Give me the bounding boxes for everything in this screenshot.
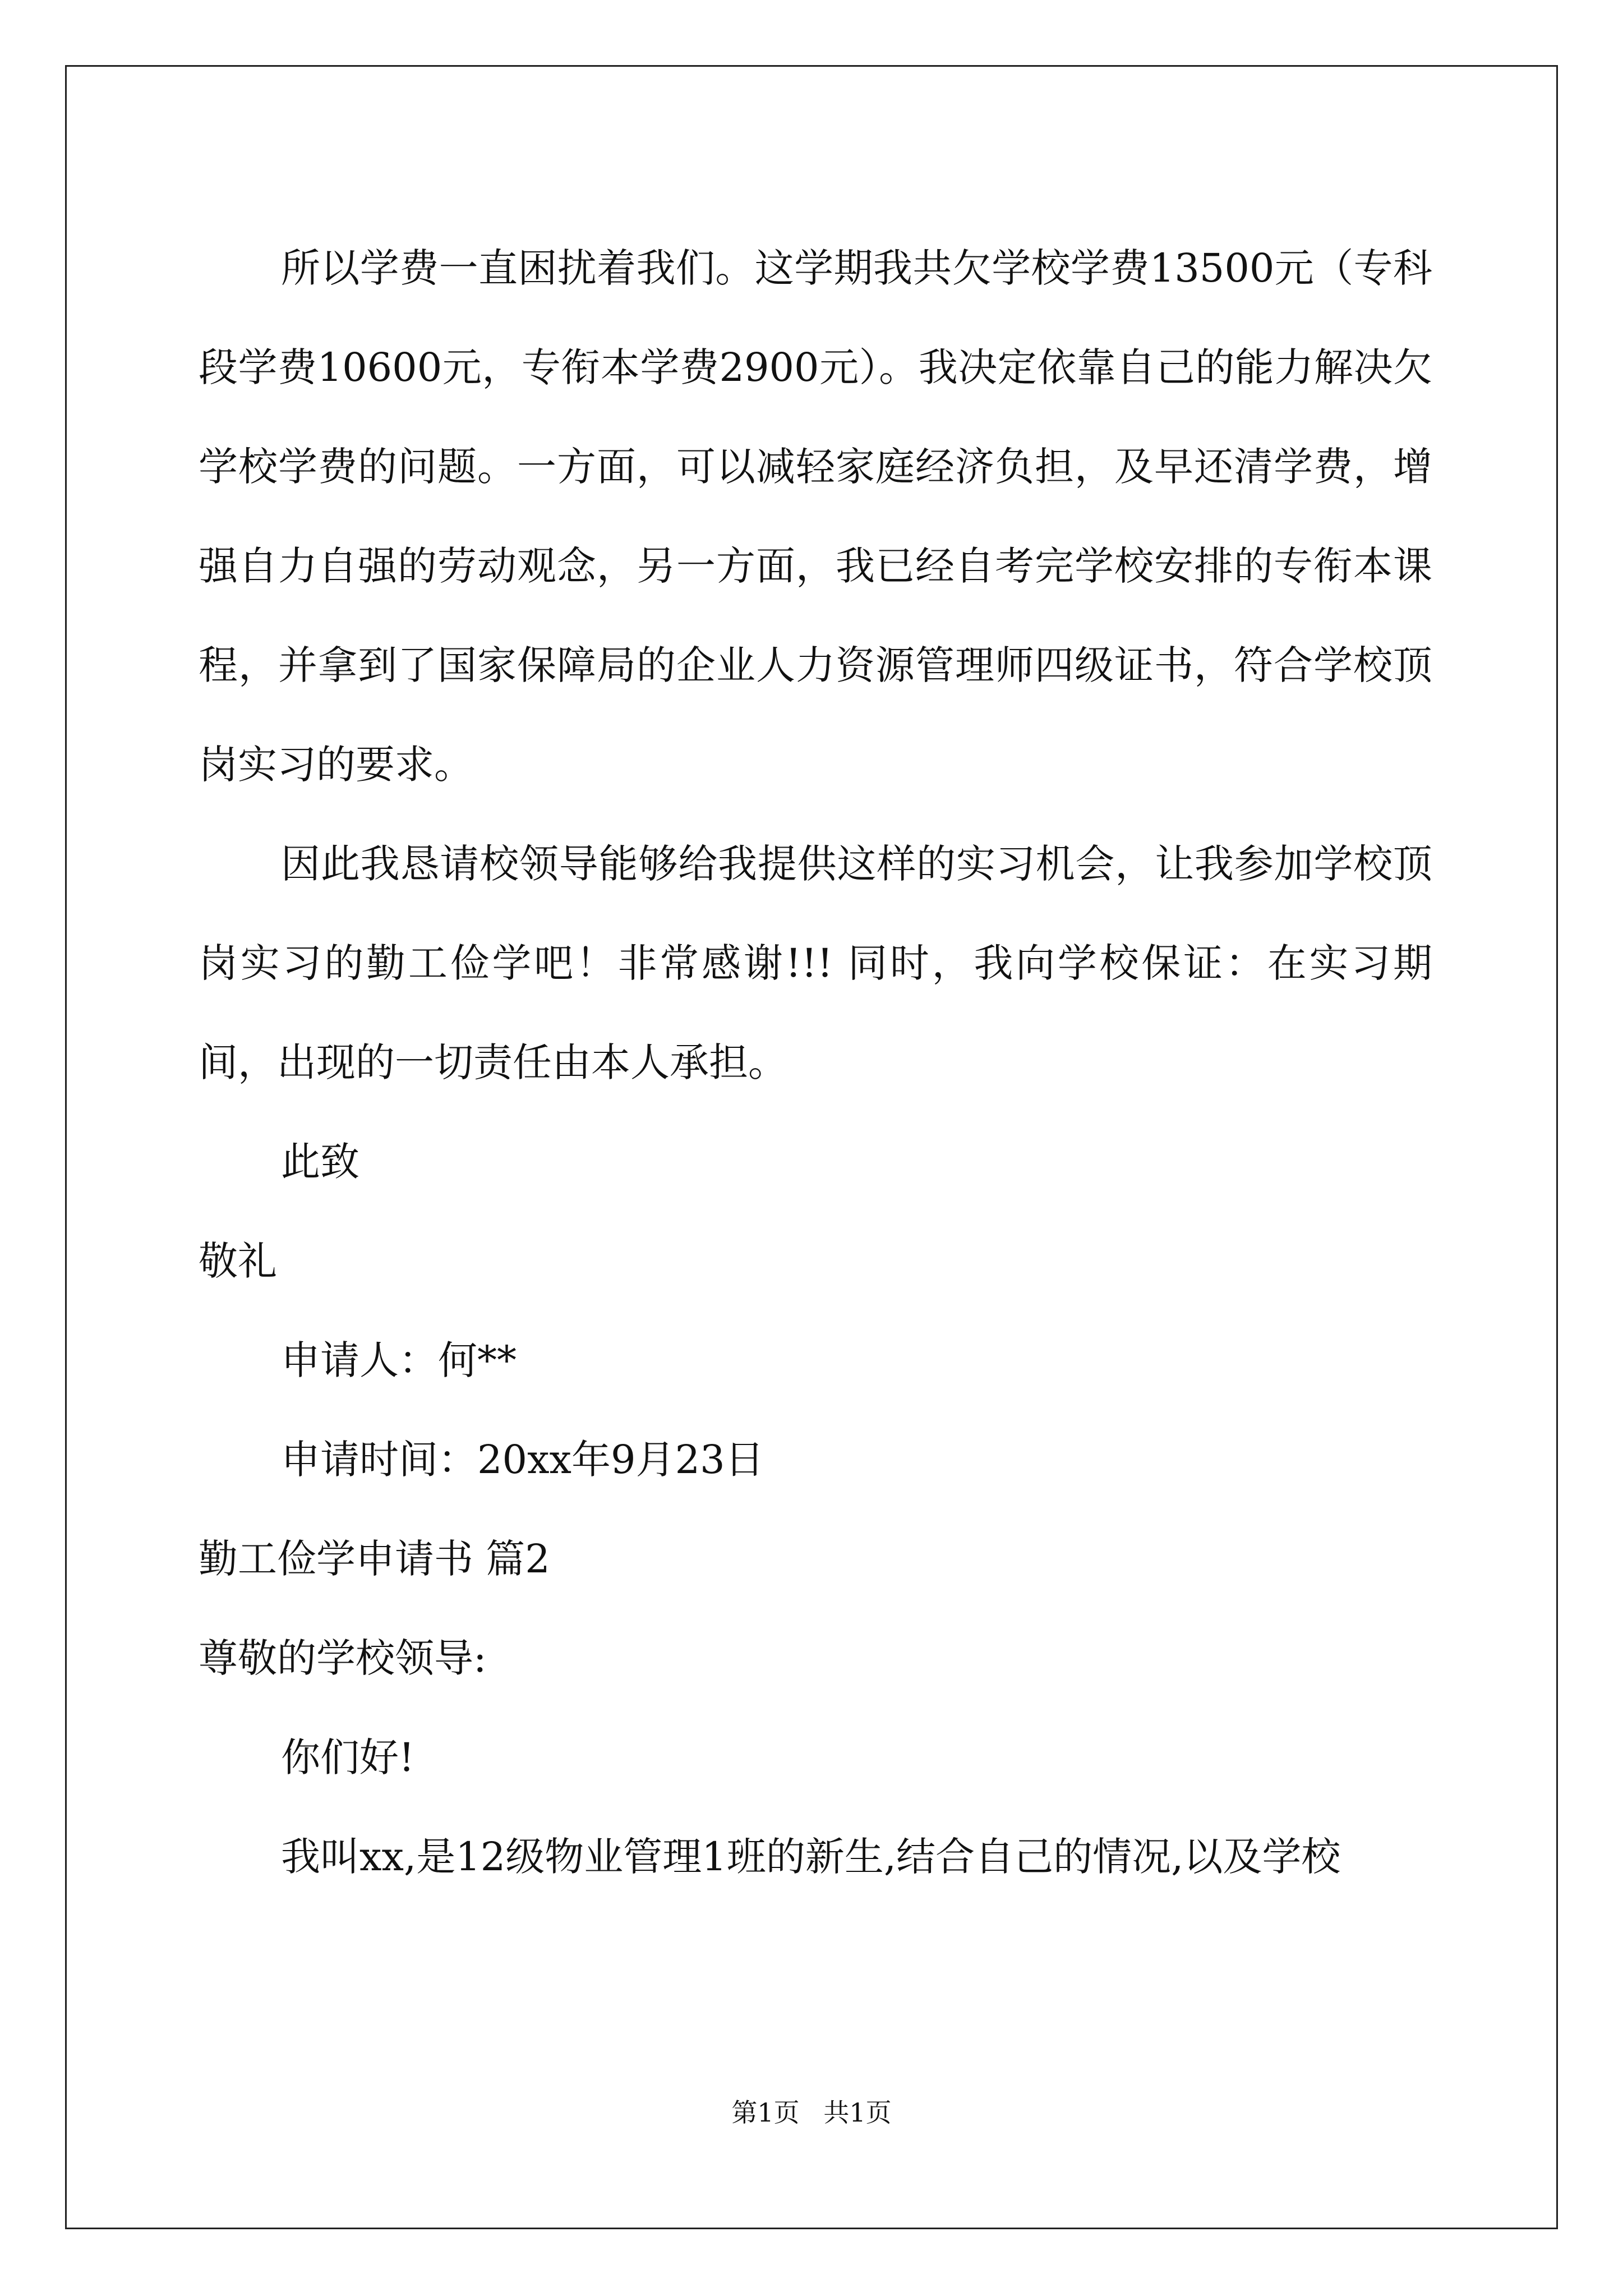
paragraph-request: 因此我恳请校领导能够给我提供这样的实习机会，让我参加学校顶岗实习的勤工俭学吧！非常感谢!!! 同时，我向学校保证：在实习期间，出现的一切责任由本人承担。: [199, 841, 1432, 1085]
page-total: 共1页: [823, 2097, 892, 2128]
page-number: 第1页: [731, 2097, 800, 2128]
section-heading: 勤工俭学申请书 篇2: [199, 1536, 550, 1582]
closing-regards: 敬礼: [199, 1238, 277, 1284]
letter-greeting: 尊敬的学校领导:: [199, 1635, 487, 1681]
document-body: [199, 219, 1432, 1907]
paragraph-introduction: 我叫xx,是12级物业管理1班的新生,结合自己的情况,以及学校: [281, 1834, 1341, 1880]
application-date: 申请时间：20xx年9月23日: [281, 1437, 764, 1483]
page-footer: [0, 2096, 1623, 2129]
letter-hello: 你们好!: [281, 1734, 415, 1780]
closing-salutation: 此致: [281, 1139, 359, 1185]
applicant-name: 申请人：何**: [281, 1337, 517, 1383]
paragraph-tuition: 所以学费一直困扰着我们。这学期我共欠学校学费13500元（专科段学费10600元，专衔本学费2900元）。我决定依靠自己的能力解决欠学校学费的问题。一方面，可以减轻家庭经济负担，及早还清学费，增强自力自强的劳动观念，另一方面，我已经自考完学校安排的专衔本课程，并拿到了国家保障局的企业人力资源管理师四级证书，符合学校顶岗实习的要求。: [199, 245, 1432, 788]
